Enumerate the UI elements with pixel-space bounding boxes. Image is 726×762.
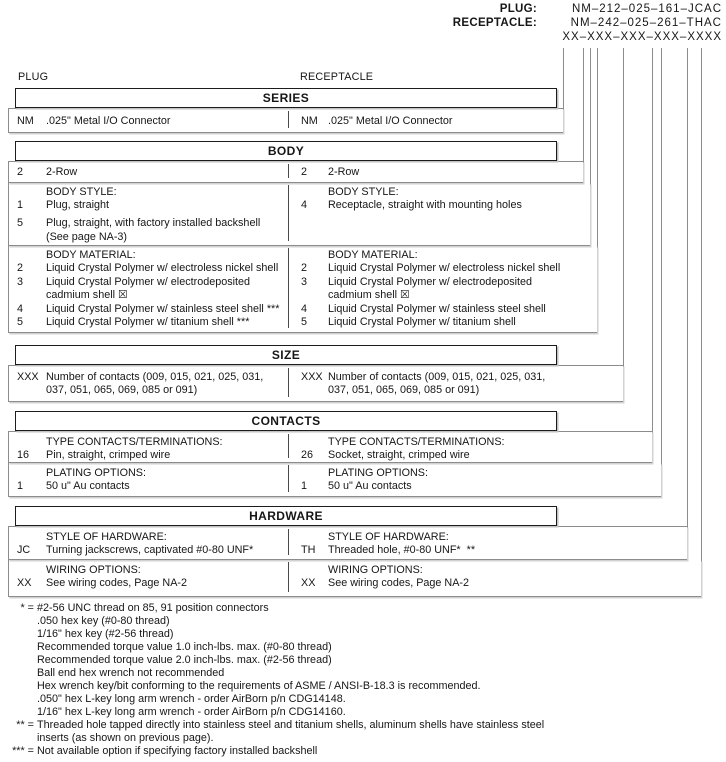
- column-divider: [288, 434, 289, 458]
- footnote-marker: ** =: [16, 719, 34, 731]
- body-material-label: BODY MATERIAL:: [46, 249, 136, 261]
- wiring-label: WIRING OPTIONS:: [328, 564, 423, 576]
- footnote-text: Hex wrench key/bit conforming to the requirements of ASME / ANSI-B-18.3 is recommended.: [37, 680, 481, 692]
- hardware-style-plug-option: [17, 544, 285, 557]
- body-material-band: [8, 246, 597, 333]
- footnote-text: inserts (as shown on previous page).: [37, 732, 214, 744]
- option-text-continued: 037, 051, 065, 069, 085 or 091): [328, 384, 480, 397]
- plug-part-number-value: NM–212–025–161–JCAC: [571, 3, 722, 15]
- hardware-style-band: [8, 526, 687, 560]
- option-text: Plug, straight, with factory installed backshell: [46, 217, 261, 230]
- footnote-line: [0, 615, 170, 627]
- option-text: Plug, straight: [46, 199, 110, 212]
- option-text: Socket, straight, crimped wire: [328, 449, 470, 462]
- contact-type-plug-option: [17, 449, 285, 462]
- hardware-style-label: STYLE OF HARDWARE:: [328, 531, 449, 543]
- part-number-mask: XX–XXX–XXX–XXX–XXXX: [562, 31, 722, 43]
- footnote-line: [0, 641, 332, 653]
- option-code: 3: [301, 275, 308, 288]
- plating-label: PLATING OPTIONS:: [46, 467, 146, 479]
- option-text: See wiring codes, Page NA-2: [328, 577, 470, 590]
- option-text: Turning jackscrews, captivated #0-80 UNF*: [46, 544, 254, 557]
- contact-type-label: TYPE CONTACTS/TERMINATIONS:: [46, 436, 223, 448]
- column-divider: [288, 368, 289, 397]
- option-code: 5: [17, 316, 24, 329]
- option-code: XXX: [301, 371, 323, 383]
- receptacle-part-number-label: RECEPTACLE:: [452, 17, 537, 29]
- option-text: Pin, straight, crimped wire: [46, 449, 171, 462]
- section-header-body: BODY: [15, 141, 557, 161]
- body-style-band: [8, 183, 590, 246]
- column-divider: [288, 248, 289, 328]
- option-text: .025" Metal I/O Connector: [328, 115, 453, 127]
- option-text: Receptacle, straight with mounting holes: [328, 199, 522, 212]
- size-plug-option: [17, 371, 285, 384]
- series-plug-option: [17, 115, 285, 128]
- option-text: .025" Metal I/O Connector: [46, 115, 171, 127]
- option-code: JC: [17, 544, 31, 557]
- option-code: 2: [17, 166, 24, 178]
- column-divider: [288, 164, 289, 178]
- receptacle-part-number-value: NM–242–025–261–THAC: [570, 17, 722, 29]
- option-text: 50 u" Au contacts: [46, 480, 130, 493]
- receptacle-column-header: RECEPTACLE: [300, 71, 374, 83]
- size-band: [8, 365, 623, 402]
- footnote-line: [0, 602, 269, 614]
- body-material-receptacle-option: [301, 276, 563, 289]
- body-material-label: BODY MATERIAL:: [328, 249, 418, 261]
- body-row-plug-option: [17, 166, 285, 179]
- option-text: Liquid Crystal Polymer w/ electroless nickel shell: [46, 262, 279, 275]
- body-material-plug-option: [17, 316, 285, 329]
- option-code: 2: [301, 166, 308, 178]
- footnote-line: [0, 732, 213, 744]
- option-code: 4: [17, 302, 24, 315]
- option-code: 1: [17, 199, 24, 212]
- option-text-continued: 037, 051, 065, 069, 085 or 091): [46, 384, 198, 397]
- body-material-plug-option-cont: [17, 289, 285, 302]
- section-header-contacts: CONTACTS: [15, 411, 557, 431]
- option-text: Liquid Crystal Polymer w/ titanium shell ***: [46, 316, 250, 329]
- plating-label: PLATING OPTIONS:: [328, 467, 428, 479]
- footnote-text: Recommended torque value 2.0 inch-lbs. max. (#2-56 thread): [37, 654, 332, 666]
- option-code: NM: [301, 115, 318, 127]
- option-text: Liquid Crystal Polymer w/ electrodeposited: [46, 275, 251, 288]
- footnote-text: Recommended torque value 1.0 inch-lbs. max. (#0-80 thread): [37, 641, 332, 653]
- body-material-plug-option: [17, 276, 285, 289]
- option-code: 1: [301, 480, 308, 493]
- option-text: 2-Row: [328, 166, 360, 178]
- column-divider: [288, 465, 289, 492]
- body-style-receptacle-option: [301, 199, 563, 212]
- connector-line-plating: [661, 48, 662, 498]
- body-material-receptacle-option: [301, 316, 563, 329]
- plug-column-header: PLUG: [18, 71, 49, 83]
- column-divider: [288, 529, 289, 555]
- footnote-line: [0, 654, 332, 666]
- footnote-text: 1/16" hex key (#2-56 thread): [37, 628, 174, 640]
- body-material-receptacle-option-cont: [301, 289, 563, 302]
- option-code: 5: [17, 217, 24, 230]
- footnote-line: [0, 680, 480, 692]
- footnote-marker: * =: [20, 602, 34, 614]
- body-material-plug-option: [17, 303, 285, 316]
- body-style-plug-option: [17, 217, 285, 230]
- option-text: Liquid Crystal Polymer w/ stainless steel shell ***: [46, 302, 280, 315]
- column-divider: [288, 185, 289, 241]
- option-code: NM: [17, 115, 34, 127]
- connector-line-wiring: [701, 48, 702, 598]
- body-style-plug-option-note: [17, 231, 285, 244]
- option-code: 3: [17, 275, 24, 288]
- connector-line-contact-type: [652, 48, 653, 464]
- option-code: 16: [17, 449, 30, 462]
- option-code: XX: [17, 577, 32, 590]
- wiring-plug-option: [17, 577, 285, 590]
- option-text-continued: cadmium shell ☒: [46, 289, 128, 302]
- series-band: [8, 108, 563, 133]
- option-text: Threaded hole, #0-80 UNF* **: [328, 544, 476, 557]
- footnote-text: .050" hex L-key long arm wrench - order AirBorn p/n CDG14148.: [37, 693, 346, 705]
- section-header-size: SIZE: [15, 345, 557, 365]
- wiring-band: [8, 560, 701, 597]
- series-receptacle-option: [301, 115, 563, 128]
- option-code: 4: [301, 302, 308, 315]
- option-text-continued: cadmium shell ☒: [328, 289, 410, 302]
- plating-band: [8, 463, 661, 497]
- footnote-line: [0, 719, 544, 731]
- footnote-marker: *** =: [12, 745, 34, 757]
- footnote-text: Threaded hole tapped directly into stainless steel and titanium shells, aluminum shells have stainless steel: [37, 719, 545, 731]
- option-text: See wiring codes, Page NA-2: [46, 577, 188, 590]
- hardware-style-label: STYLE OF HARDWARE:: [46, 531, 167, 543]
- footnote-text: Not available option if specifying factory installed backshell: [37, 745, 318, 757]
- option-code: TH: [301, 544, 316, 557]
- section-header-hardware: HARDWARE: [15, 506, 557, 526]
- connector-line-series: [563, 48, 564, 134]
- plating-plug-option: [17, 480, 285, 493]
- body-style-label: BODY STYLE:: [328, 186, 399, 198]
- option-text: Liquid Crystal Polymer w/ titanium shell: [328, 316, 516, 329]
- hardware-style-receptacle-option: [301, 544, 563, 557]
- footnote-line: [0, 693, 346, 705]
- footnote-line: [0, 628, 173, 640]
- option-text: Number of contacts (009, 015, 021, 025, 031,: [328, 371, 546, 383]
- option-code: 2: [301, 262, 308, 275]
- option-text: Number of contacts (009, 015, 021, 025, 031,: [46, 371, 264, 383]
- option-text: 2-Row: [46, 166, 78, 178]
- connector-line-hardware: [687, 48, 688, 561]
- option-code: 4: [301, 199, 308, 212]
- wiring-label: WIRING OPTIONS:: [46, 564, 141, 576]
- footnote-text: Ball end hex wrench not recommended: [37, 667, 225, 679]
- option-code: 5: [301, 316, 308, 329]
- wiring-receptacle-option: [301, 577, 563, 590]
- column-divider: [288, 562, 289, 592]
- contact-type-band: [8, 431, 652, 463]
- connector-line-body-style: [590, 48, 591, 247]
- column-divider: [288, 111, 289, 128]
- option-text: Liquid Crystal Polymer w/ stainless steel shell: [328, 302, 546, 315]
- footnote-text: #2-56 UNC thread on 85, 91 position connectors: [37, 602, 269, 614]
- footnote-text: .050 hex key (#0-80 thread): [37, 615, 170, 627]
- body-material-receptacle-option: [301, 262, 563, 275]
- option-code: 1: [17, 480, 24, 493]
- footnote-line: [0, 706, 346, 718]
- contact-type-label: TYPE CONTACTS/TERMINATIONS:: [328, 436, 505, 448]
- plug-part-number-label: PLUG:: [499, 3, 537, 15]
- size-plug-option-cont: [17, 384, 285, 397]
- contact-type-receptacle-option: [301, 449, 563, 462]
- option-code: XX: [301, 577, 316, 590]
- footnote-line: [0, 667, 224, 679]
- option-text: 50 u" Au contacts: [328, 480, 412, 493]
- body-row-band: [8, 161, 583, 183]
- option-code: 26: [301, 449, 314, 462]
- option-text: Liquid Crystal Polymer w/ electroless nickel shell: [328, 262, 561, 275]
- size-receptacle-option: [301, 371, 563, 384]
- footnote-line: [0, 745, 317, 757]
- body-material-receptacle-option: [301, 303, 563, 316]
- footnote-text: 1/16" hex L-key long arm wrench - order AirBorn p/n CDG14160.: [37, 706, 346, 718]
- connector-line-body-row: [583, 48, 584, 184]
- option-code: XXX: [17, 371, 39, 383]
- option-note: (See page NA-3): [46, 230, 128, 243]
- connector-line-body-material: [597, 48, 598, 334]
- body-row-receptacle-option: [301, 166, 563, 179]
- option-code: 2: [17, 262, 24, 275]
- section-header-series: SERIES: [15, 88, 557, 108]
- body-style-label: BODY STYLE:: [46, 186, 117, 198]
- body-style-plug-option: [17, 199, 285, 212]
- body-material-plug-option: [17, 262, 285, 275]
- connector-line-size: [623, 48, 624, 403]
- plating-receptacle-option: [301, 480, 563, 493]
- option-text: Liquid Crystal Polymer w/ electrodeposited: [328, 275, 533, 288]
- size-receptacle-option-cont: [301, 384, 563, 397]
